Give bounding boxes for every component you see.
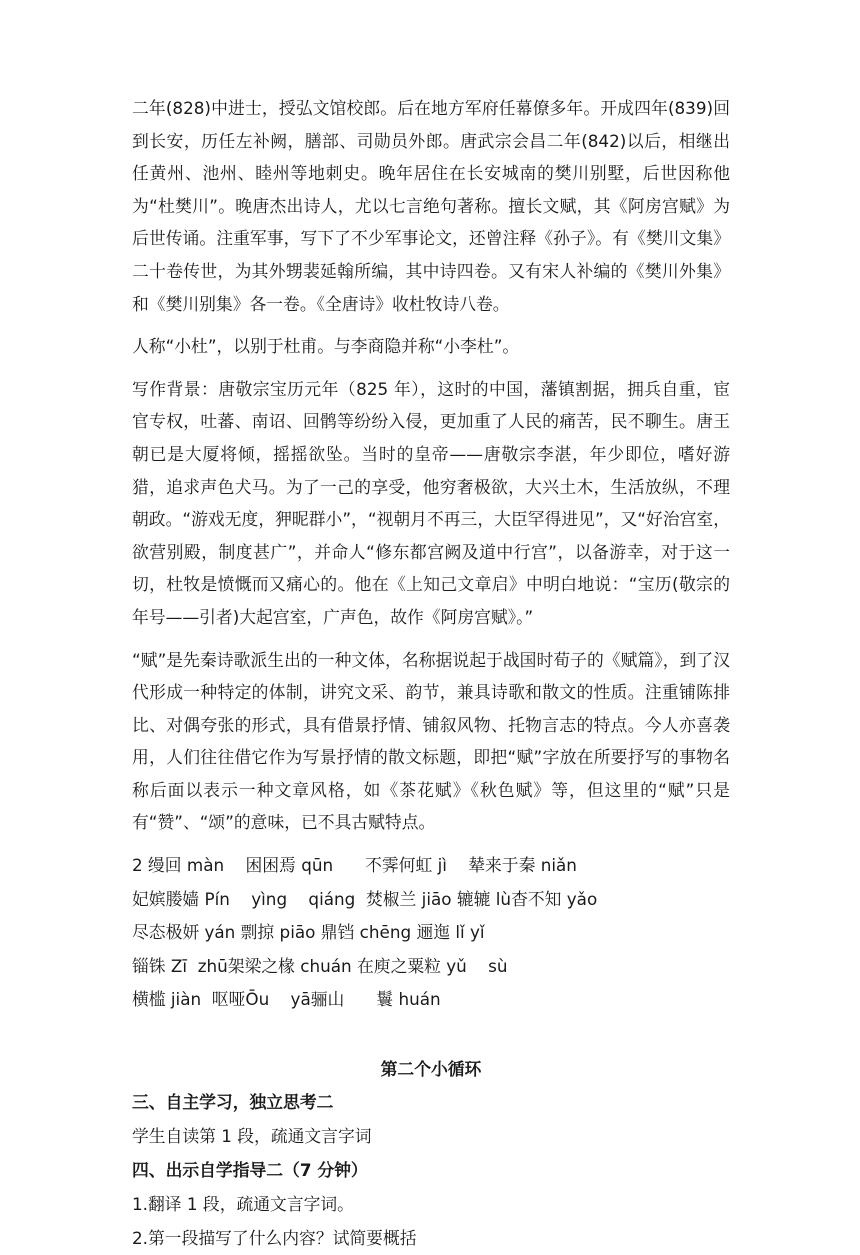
pinyin-line: 妃嫔媵嫱 Pín yìng qiáng 焚椒兰 jiāo 辘辘 lù杳不知 yǎo (132, 888, 598, 909)
heading-self-study: 三、自主学习，独立思考二 (132, 1091, 334, 1112)
fu-genre-paragraph: “赋”是先秦诗歌派生出的一种文体，名称据说起于战国时荀子的《赋篇》，到了汉代形成一种特定的体制，讲究文采、韵节，兼具诗歌和散文的性质。注重铺陈排比、对偶夸张的形式，具有借景抒情、铺叙风物、托物言志的特点。今人亦喜袭用，人们往往借它作为写景抒情的散文标题，即把“赋”字放在所要抒写的事物名称后面以表示一种文章风格，如《茶花赋》《秋色赋》等，但这里的“赋”只是有“赞”、“颂”的意味，已不具古赋特点。 (132, 649, 730, 833)
guidance-item-2: 2.第一段描写了什么内容？试简要概括 (132, 1227, 417, 1248)
pinyin-line: 2 缦回 màn 困困焉 qūn 不霁何虹 jì 辇来于秦 niǎn (132, 855, 577, 876)
document-page (132, 92, 730, 1255)
section-spacer (132, 1017, 730, 1053)
pinyin-line: 横槛 jiàn 呕哑Ōu yā骊山 鬟 huán (132, 989, 441, 1010)
pinyin-list (132, 849, 730, 1017)
guidance-item-1: 1.翻译 1 段，疏通文言字词。 (132, 1193, 354, 1214)
pinyin-line: 尽态极妍 yán 剽掠 piāo 鼎铛 chēng 逦迤 lǐ yǐ (132, 922, 485, 943)
section-title: 第二个小循环 (380, 1058, 482, 1079)
nickname-paragraph: 人称“小杜”，以别于杜甫。与李商隐并称“小李杜”。 (132, 336, 520, 357)
background-paragraph: 写作背景：唐敬宗宝历元年（825 年），这时的中国，藩镇割据，拥兵自重，宦官专权，吐蕃、南诏、回鹘等纷纷入侵，更加重了人民的痛苦，民不聊生。唐王朝已是大厦将倾，摇摇欲坠。当时的皇帝——唐敬宗李湛，年少即位，嗜好游猎，追求声色犬马。为了一己的享受，他穷奢极欲，大兴土木，生活放纵，不理朝政。“游戏无度，狎昵群小”，“视朝月不再三，大臣罕得进见”，又“好治宫室，欲营别殿，制度甚广”，并命人“修东都宫阙及道中行宫”，以备游幸，对于这一切，杜牧是愤慨而又痛心的。他在《上知己文章启》中明白地说：“宝历(敬宗的年号——引者)大起宫室，广声色，故作《阿房宫赋》。” (132, 378, 730, 627)
pinyin-line: 锱铢 Zī zhū架梁之椽 chuán 在庾之粟粒 yǔ sù (132, 955, 508, 976)
author-bio-paragraph: 二年(828)中进士，授弘文馆校郎。后在地方军府任幕僚多年。开成四年(839)回到长安，历任左补阙，膳部、司勋员外郎。唐武宗会昌二年(842)以后，相继出任黄州、池州、睦州等地刺史。晚年居住在长安城南的樊川别墅，后世因称他为“杜樊川”。晚唐杰出诗人，尤以七言绝句著称。擅长文赋，其《阿房宫赋》为后世传诵。注重军事，写下了不少军事论文，还曾注释《孙子》。有《樊川文集》二十卷传世，为其外甥裴延翰所编，其中诗四卷。又有宋人补编的《樊川外集》和《樊川别集》各一卷。《全唐诗》收杜牧诗八卷。 (132, 98, 730, 314)
self-study-instruction: 学生自读第 1 段，疏通文言字词 (132, 1125, 372, 1146)
heading-guidance: 四、出示自学指导二（7 分钟） (132, 1159, 368, 1180)
